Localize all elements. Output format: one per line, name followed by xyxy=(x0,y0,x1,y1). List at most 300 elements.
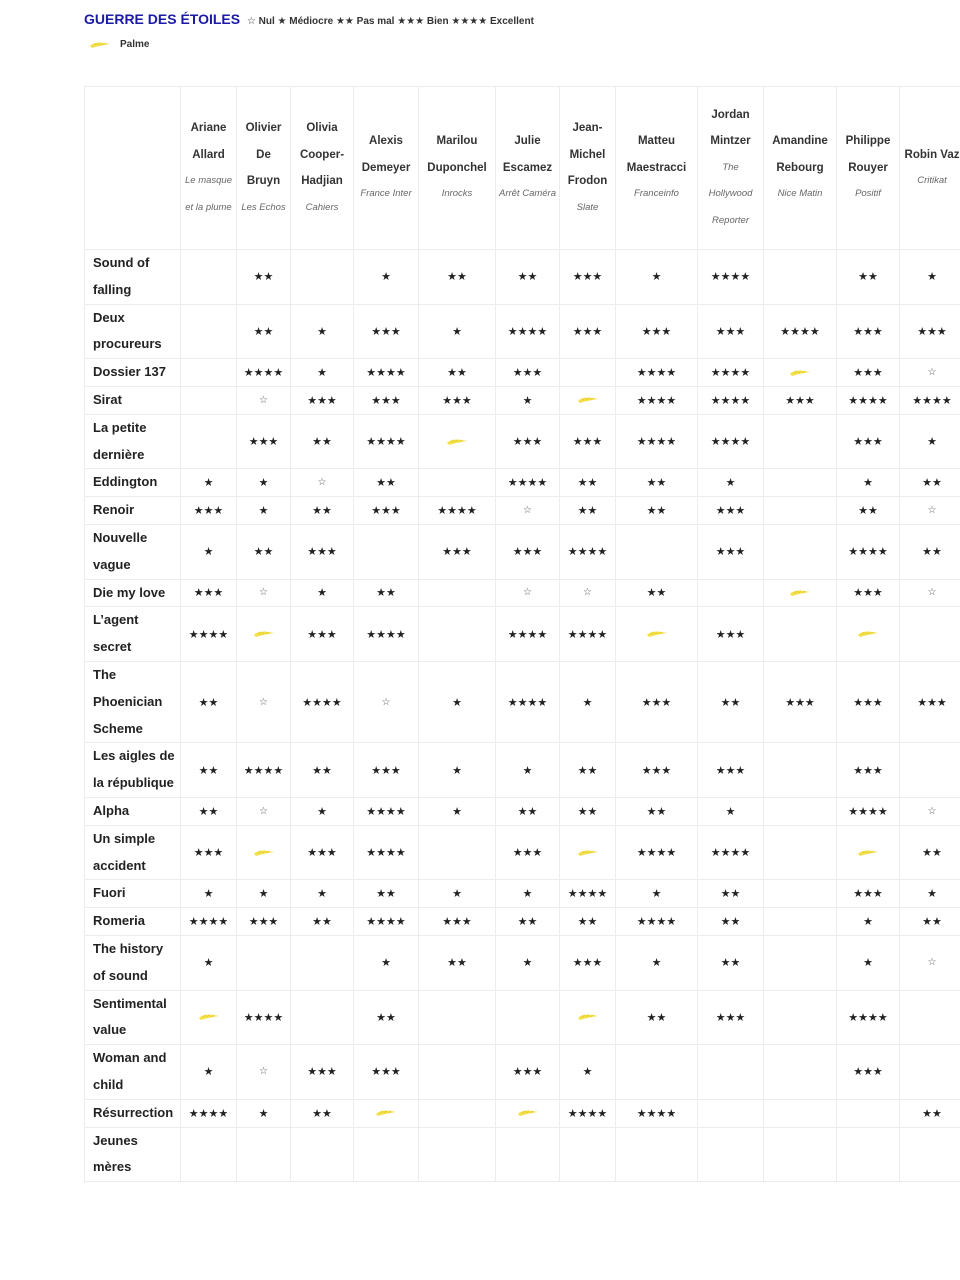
film-row xyxy=(85,469,960,497)
star-rating: ★★★★ xyxy=(181,607,237,662)
star-rating: ★★★★ xyxy=(237,990,291,1045)
critic-outlet: Le masque et la plume xyxy=(184,175,232,213)
palme-icon xyxy=(88,40,112,50)
critic-header xyxy=(900,87,960,250)
critic-outlet: France Inter xyxy=(360,188,412,200)
film-row xyxy=(85,797,960,825)
palme-rating xyxy=(237,825,291,880)
critic-outlet: Arrêt Caméra xyxy=(498,188,556,200)
film-row xyxy=(85,607,960,662)
star-rating: ★ xyxy=(419,743,496,798)
star-rating: ★★ xyxy=(900,825,960,880)
critic-header xyxy=(616,87,698,250)
star-rating: ★ xyxy=(181,1045,237,1100)
star-rating: ★★★ xyxy=(560,250,616,305)
film-title: Nouvelle vague xyxy=(85,524,181,579)
palme-legend xyxy=(84,39,944,50)
star-rating: ★★ xyxy=(560,469,616,497)
star-rating: ★★ xyxy=(291,908,354,936)
film-row xyxy=(85,386,960,414)
film-title: Sound of falling xyxy=(85,250,181,305)
star-rating: ★★★ xyxy=(560,935,616,990)
film-title: Romeria xyxy=(85,908,181,936)
star-rating: ★★★★ xyxy=(698,825,764,880)
star-rating: ★★ xyxy=(837,250,900,305)
film-row xyxy=(85,359,960,387)
star-rating: ★★ xyxy=(237,524,291,579)
star-rating: ★ xyxy=(616,250,698,305)
star-rating: ★★★★ xyxy=(616,414,698,469)
star-rating: ★★ xyxy=(237,250,291,305)
star-rating: ★★★★ xyxy=(237,743,291,798)
star-rating: ★★★★ xyxy=(237,359,291,387)
star-rating: ★★★ xyxy=(837,579,900,607)
star-rating: ★★★ xyxy=(764,386,837,414)
star-rating: ★ xyxy=(900,414,960,469)
empty-rating xyxy=(181,250,237,305)
star-rating: ★★★ xyxy=(698,304,764,359)
film-title: Alpha xyxy=(85,797,181,825)
empty-rating xyxy=(237,935,291,990)
palme-icon xyxy=(645,629,669,639)
star-rating: ★★★ xyxy=(837,359,900,387)
palme-rating xyxy=(764,359,837,387)
star-rating: ★★★★ xyxy=(560,524,616,579)
star-rating: ★ xyxy=(419,797,496,825)
film-title: L’agent secret xyxy=(85,607,181,662)
palme-rating xyxy=(560,825,616,880)
film-row xyxy=(85,497,960,525)
empty-rating xyxy=(560,359,616,387)
star-rating: ★★★★ xyxy=(837,797,900,825)
page-title: GUERRE DES ÉTOILES xyxy=(84,11,241,27)
ratings-table-container xyxy=(84,86,960,1182)
palme-icon xyxy=(445,437,469,447)
star-rating: ★★ xyxy=(237,304,291,359)
star-rating: ★★★ xyxy=(698,990,764,1045)
star-rating: ★ xyxy=(419,304,496,359)
star-rating: ★ xyxy=(900,250,960,305)
film-title: Sirat xyxy=(85,386,181,414)
star-rating: ★★ xyxy=(698,908,764,936)
star-rating: ☆ xyxy=(237,1045,291,1100)
film-row xyxy=(85,250,960,305)
critic-header xyxy=(837,87,900,250)
star-rating: ★ xyxy=(560,1045,616,1100)
film-title: The Phoenician Scheme xyxy=(85,661,181,742)
critic-name: Olivier De Bruyn xyxy=(245,122,282,187)
film-title: Fuori xyxy=(85,880,181,908)
film-row xyxy=(85,524,960,579)
empty-rating xyxy=(900,743,960,798)
empty-rating xyxy=(496,1127,560,1182)
empty-rating xyxy=(837,1127,900,1182)
star-rating: ★★ xyxy=(698,935,764,990)
critic-header xyxy=(181,87,237,250)
star-rating: ★★★ xyxy=(291,386,354,414)
critic-header xyxy=(698,87,764,250)
star-rating: ★★ xyxy=(419,250,496,305)
star-rating: ★★★ xyxy=(837,1045,900,1100)
palme-rating xyxy=(560,386,616,414)
palme-icon xyxy=(788,588,812,598)
star-rating: ★ xyxy=(900,880,960,908)
palme-rating xyxy=(237,607,291,662)
palme-icon xyxy=(856,848,880,858)
star-rating: ★★★★ xyxy=(496,304,560,359)
film-title: Les aigles de la république xyxy=(85,743,181,798)
star-rating: ★★★ xyxy=(291,607,354,662)
star-rating: ★★★★ xyxy=(837,990,900,1045)
film-row xyxy=(85,990,960,1045)
star-rating: ★★★ xyxy=(560,414,616,469)
star-rating: ★★ xyxy=(900,908,960,936)
critic-name: Ariane Allard xyxy=(190,122,227,161)
film-row xyxy=(85,908,960,936)
critic-name: Philippe Rouyer xyxy=(845,135,891,174)
star-rating: ★★★ xyxy=(291,825,354,880)
star-rating: ★★★ xyxy=(900,304,960,359)
star-rating: ★★★ xyxy=(354,1045,419,1100)
star-rating: ★★★★ xyxy=(837,386,900,414)
empty-rating xyxy=(616,1045,698,1100)
film-title: Renoir xyxy=(85,497,181,525)
critic-name: Jordan Mintzer xyxy=(710,108,751,148)
star-rating: ★ xyxy=(181,469,237,497)
star-rating: ★★★ xyxy=(837,304,900,359)
star-rating: ★ xyxy=(237,880,291,908)
star-rating: ★★ xyxy=(900,524,960,579)
star-rating: ☆ xyxy=(291,469,354,497)
star-rating: ★★★ xyxy=(419,908,496,936)
films-body xyxy=(85,250,960,1182)
film-row xyxy=(85,1127,960,1182)
empty-rating xyxy=(764,414,837,469)
empty-rating xyxy=(764,1099,837,1127)
critic-outlet: Critikat xyxy=(917,175,947,186)
film-title: Sentimental value xyxy=(85,990,181,1045)
star-rating: ★★★ xyxy=(698,497,764,525)
star-rating: ★★ xyxy=(354,579,419,607)
critic-outlet: Inrocks xyxy=(441,188,473,200)
palme-icon xyxy=(374,1108,398,1118)
star-rating: ★★★ xyxy=(354,743,419,798)
star-rating: ★★★★ xyxy=(837,524,900,579)
star-rating: ★★★★ xyxy=(181,908,237,936)
star-rating: ★★★ xyxy=(698,607,764,662)
empty-rating xyxy=(698,1099,764,1127)
star-rating: ★★★★ xyxy=(354,825,419,880)
star-rating: ★ xyxy=(496,880,560,908)
star-rating: ☆ xyxy=(237,386,291,414)
star-rating: ★★★ xyxy=(764,661,837,742)
star-rating: ★★★★ xyxy=(419,497,496,525)
palme-rating xyxy=(837,825,900,880)
star-rating: ★★★ xyxy=(496,359,560,387)
empty-rating xyxy=(698,1045,764,1100)
empty-rating xyxy=(354,524,419,579)
empty-rating xyxy=(900,1127,960,1182)
critic-outlet: Les Echos xyxy=(241,201,286,213)
empty-rating xyxy=(181,414,237,469)
star-rating: ★★★ xyxy=(560,304,616,359)
critic-outlet: Slate xyxy=(576,201,599,213)
star-rating: ☆ xyxy=(237,661,291,742)
palme-icon xyxy=(516,1108,540,1118)
empty-rating xyxy=(900,1045,960,1100)
star-rating: ★ xyxy=(291,797,354,825)
star-rating: ★★ xyxy=(291,414,354,469)
critic-name: Robin Vaz xyxy=(904,148,960,161)
empty-rating xyxy=(496,990,560,1045)
palme-rating xyxy=(560,990,616,1045)
star-rating: ★★★ xyxy=(237,414,291,469)
star-rating: ★★★★ xyxy=(764,304,837,359)
star-rating: ★★ xyxy=(616,469,698,497)
empty-rating xyxy=(764,990,837,1045)
empty-rating xyxy=(837,1099,900,1127)
star-rating: ☆ xyxy=(237,579,291,607)
rating-legend: ☆ Nul ★ Médiocre ★★ Pas mal ★★★ Bien ★★★★ Excellent xyxy=(246,16,534,27)
star-rating: ★★ xyxy=(616,990,698,1045)
star-rating: ★★★★ xyxy=(698,250,764,305)
palme-label: Palme xyxy=(120,39,150,50)
star-rating: ★★ xyxy=(560,743,616,798)
palme-icon xyxy=(576,395,600,405)
legend-line xyxy=(84,10,944,31)
star-rating: ★★★★ xyxy=(698,359,764,387)
star-rating: ★ xyxy=(419,661,496,742)
star-rating: ★★ xyxy=(560,797,616,825)
star-rating: ★★★★ xyxy=(616,825,698,880)
empty-rating xyxy=(900,990,960,1045)
star-rating: ★★ xyxy=(496,797,560,825)
star-rating: ★★★★ xyxy=(560,880,616,908)
star-rating: ☆ xyxy=(900,935,960,990)
star-rating: ★ xyxy=(181,880,237,908)
film-row xyxy=(85,1099,960,1127)
star-rating: ★ xyxy=(291,359,354,387)
star-rating: ★★ xyxy=(560,497,616,525)
empty-rating xyxy=(764,825,837,880)
star-rating: ★ xyxy=(291,304,354,359)
film-row xyxy=(85,414,960,469)
star-rating: ★★ xyxy=(616,797,698,825)
star-rating: ★★★ xyxy=(354,497,419,525)
empty-rating xyxy=(237,1127,291,1182)
film-title: Dossier 137 xyxy=(85,359,181,387)
star-rating: ★★★ xyxy=(291,524,354,579)
palme-rating xyxy=(837,607,900,662)
star-rating: ★★★★ xyxy=(354,607,419,662)
palme-icon xyxy=(576,848,600,858)
film-title: Un simple accident xyxy=(85,825,181,880)
critic-header xyxy=(291,87,354,250)
empty-rating xyxy=(764,607,837,662)
critic-name: Jean-Michel Frodon xyxy=(567,122,608,187)
empty-rating xyxy=(419,990,496,1045)
star-rating: ☆ xyxy=(354,661,419,742)
star-rating: ★ xyxy=(354,935,419,990)
star-rating: ★★ xyxy=(291,497,354,525)
palme-icon xyxy=(197,1012,221,1022)
star-rating: ★ xyxy=(837,935,900,990)
star-rating: ★★★ xyxy=(354,386,419,414)
star-rating: ★ xyxy=(291,880,354,908)
star-rating: ★★ xyxy=(354,469,419,497)
star-rating: ★★ xyxy=(900,469,960,497)
palme-icon xyxy=(576,1012,600,1022)
star-rating: ★★★★ xyxy=(616,1099,698,1127)
star-rating: ☆ xyxy=(900,497,960,525)
star-rating: ★★★ xyxy=(698,743,764,798)
star-rating: ★★★★ xyxy=(181,1099,237,1127)
star-rating: ☆ xyxy=(900,359,960,387)
empty-rating xyxy=(764,524,837,579)
star-rating: ★ xyxy=(698,797,764,825)
star-rating: ★★★ xyxy=(616,304,698,359)
palme-rating xyxy=(616,607,698,662)
star-rating: ★★★★ xyxy=(560,1099,616,1127)
critic-header xyxy=(496,87,560,250)
star-rating: ★★★★ xyxy=(354,908,419,936)
star-rating: ★★★★ xyxy=(291,661,354,742)
empty-rating xyxy=(181,386,237,414)
star-rating: ★★★ xyxy=(837,743,900,798)
film-row xyxy=(85,304,960,359)
film-title: La petite dernière xyxy=(85,414,181,469)
film-title: The history of sound xyxy=(85,935,181,990)
star-rating: ★ xyxy=(354,250,419,305)
star-rating: ★ xyxy=(291,579,354,607)
palme-icon xyxy=(856,629,880,639)
film-title: Die my love xyxy=(85,579,181,607)
palme-rating xyxy=(419,414,496,469)
star-rating: ★★ xyxy=(698,880,764,908)
film-row xyxy=(85,661,960,742)
star-rating: ☆ xyxy=(496,497,560,525)
star-rating: ☆ xyxy=(900,579,960,607)
star-rating: ★ xyxy=(698,469,764,497)
star-rating: ★ xyxy=(837,908,900,936)
star-rating: ★★ xyxy=(181,661,237,742)
star-rating: ★★ xyxy=(354,880,419,908)
star-rating: ★★ xyxy=(419,359,496,387)
star-rating: ★★★ xyxy=(496,1045,560,1100)
star-rating: ★ xyxy=(496,386,560,414)
star-rating: ★★★ xyxy=(237,908,291,936)
star-rating: ★ xyxy=(837,469,900,497)
critics-header-row xyxy=(85,87,960,250)
critic-name: Amandine Rebourg xyxy=(772,135,828,174)
star-rating: ★★ xyxy=(291,1099,354,1127)
star-rating: ★★ xyxy=(181,797,237,825)
empty-rating xyxy=(764,935,837,990)
critic-header xyxy=(237,87,291,250)
palme-icon xyxy=(252,848,276,858)
star-rating: ★★ xyxy=(616,579,698,607)
star-rating: ★★★ xyxy=(181,579,237,607)
star-rating: ★ xyxy=(181,524,237,579)
empty-rating xyxy=(181,359,237,387)
star-rating: ☆ xyxy=(560,579,616,607)
star-rating: ★★★ xyxy=(837,880,900,908)
star-rating: ★★★★ xyxy=(354,797,419,825)
star-rating: ★ xyxy=(616,880,698,908)
star-rating: ★★★ xyxy=(181,497,237,525)
star-rating: ★★★ xyxy=(698,524,764,579)
star-rating: ★★★★ xyxy=(616,908,698,936)
critic-outlet: Franceinfo xyxy=(634,188,679,200)
star-rating: ★ xyxy=(237,469,291,497)
empty-rating xyxy=(764,469,837,497)
empty-rating xyxy=(764,250,837,305)
empty-rating xyxy=(764,497,837,525)
film-title: Résurrection xyxy=(85,1099,181,1127)
star-rating: ★★ xyxy=(616,497,698,525)
empty-rating xyxy=(419,825,496,880)
star-rating: ★★ xyxy=(900,1099,960,1127)
critic-header xyxy=(419,87,496,250)
star-rating: ★★★★ xyxy=(496,661,560,742)
star-rating: ★★★ xyxy=(291,1045,354,1100)
star-rating: ☆ xyxy=(237,797,291,825)
star-rating: ★★★ xyxy=(900,661,960,742)
empty-rating xyxy=(291,250,354,305)
empty-rating xyxy=(419,1099,496,1127)
star-rating: ★★★ xyxy=(181,825,237,880)
star-rating: ★ xyxy=(496,935,560,990)
empty-rating xyxy=(698,1127,764,1182)
critic-name: Julie Escamez xyxy=(502,135,553,174)
star-rating: ★ xyxy=(496,743,560,798)
critic-header xyxy=(764,87,837,250)
critic-name: Marilou Duponchel xyxy=(427,135,487,174)
star-rating: ★★★ xyxy=(837,661,900,742)
critic-outlet: Positif xyxy=(855,188,881,200)
star-rating: ★★★★ xyxy=(354,414,419,469)
star-rating: ★★★ xyxy=(837,414,900,469)
star-rating: ☆ xyxy=(496,579,560,607)
empty-rating xyxy=(291,935,354,990)
star-rating: ★★★ xyxy=(419,386,496,414)
star-rating: ★★ xyxy=(291,743,354,798)
star-rating: ★★★★ xyxy=(354,359,419,387)
empty-rating xyxy=(764,1045,837,1100)
film-row xyxy=(85,880,960,908)
critic-name: Matteu Maestracci xyxy=(626,135,687,174)
star-rating: ★★★★ xyxy=(496,607,560,662)
star-rating: ★★ xyxy=(698,661,764,742)
star-rating: ☆ xyxy=(900,797,960,825)
star-rating: ★★ xyxy=(419,935,496,990)
star-rating: ★★★★ xyxy=(698,386,764,414)
empty-rating xyxy=(419,469,496,497)
film-row xyxy=(85,935,960,990)
palme-rating xyxy=(354,1099,419,1127)
film-row xyxy=(85,743,960,798)
empty-rating xyxy=(616,1127,698,1182)
corner-cell xyxy=(85,87,181,250)
critic-header xyxy=(560,87,616,250)
empty-rating xyxy=(764,797,837,825)
critic-header xyxy=(354,87,419,250)
critic-outlet: The Hollywood Reporter xyxy=(708,161,753,226)
empty-rating xyxy=(291,1127,354,1182)
star-rating: ★★★ xyxy=(419,524,496,579)
palme-rating xyxy=(764,579,837,607)
film-title: Eddington xyxy=(85,469,181,497)
